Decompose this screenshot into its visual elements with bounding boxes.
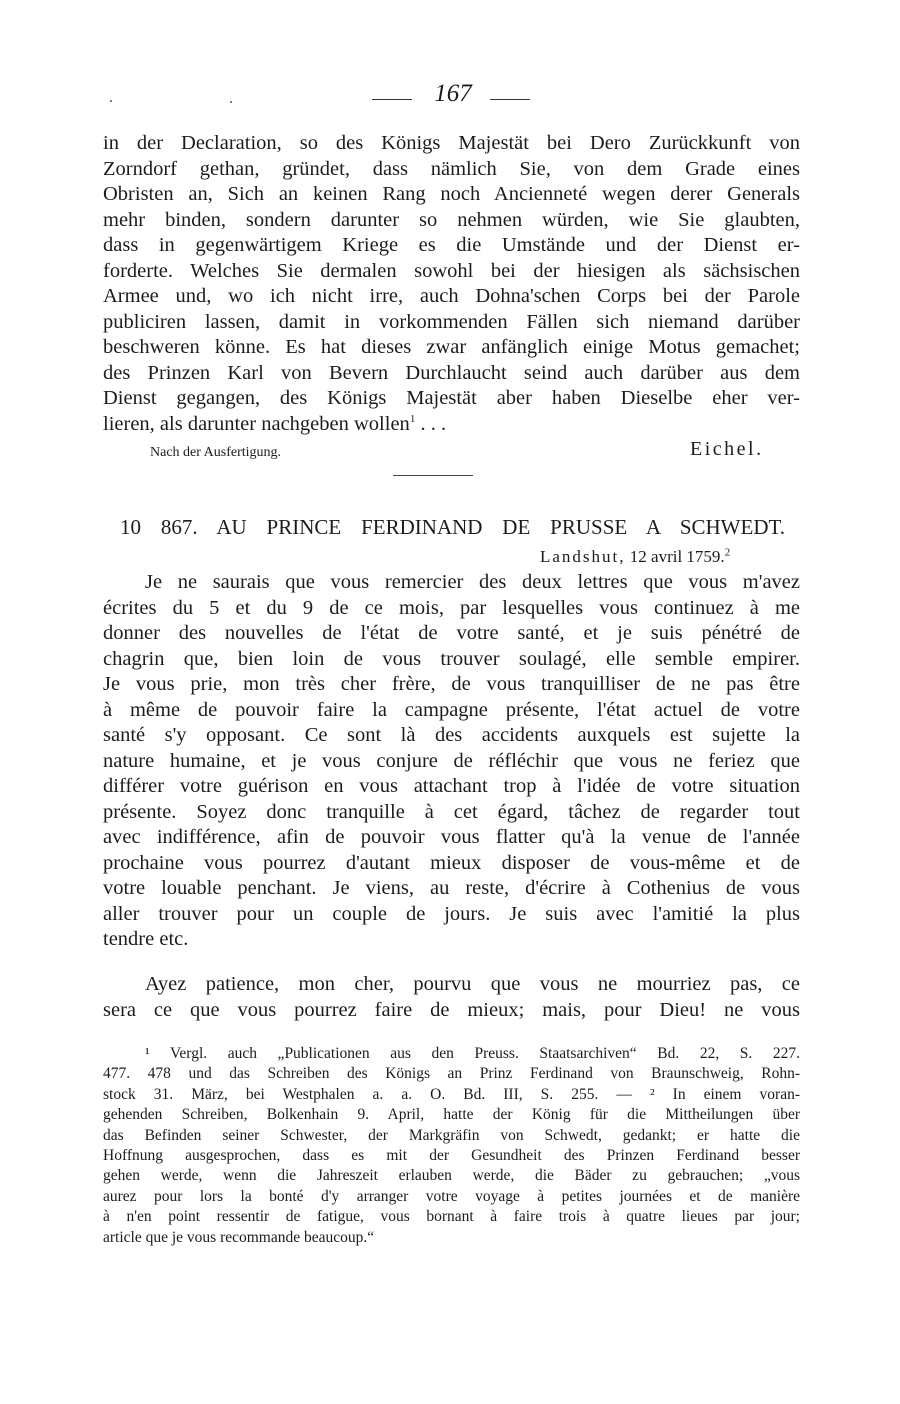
text-line: mehr binden, sondern darunter so nehmen würden, wie Sie glaubten, — [103, 208, 800, 231]
letter-dateline — [540, 546, 730, 568]
text-line: nature humaine, et je vous conjure de réfléchir que vous ne feriez que — [103, 749, 800, 772]
text-line: aller trouver pour un couple de jours. Je suis avec l'amitié la plus — [103, 902, 800, 925]
text-line: Ayez patience, mon cher, pourvu que vous ne mourriez pas, ce — [145, 973, 800, 995]
footnote-ref: 1 — [409, 412, 416, 425]
text-line: prochaine vous pourrez d'autant mieux disposer de vous-même et de — [103, 851, 800, 874]
header-rule-left — [372, 99, 412, 100]
text-line: beschweren könne. Es hat dieses zwar anfänglich einige Motus gemachet; — [103, 336, 800, 358]
footnote-line: 477. 478 und das Schreiben des Königs an Prinz Ferdinand von Braunschweig, Rohn- — [103, 1065, 800, 1083]
scan-speck — [230, 101, 232, 103]
text-line-last — [103, 412, 800, 438]
footnote-line: à n'en point ressentir de fatigue, vous bornant à faire trois à quatre lieues par jour; — [103, 1208, 800, 1226]
source-note: Nach der Ausfertigung. — [150, 445, 282, 460]
footnote-line: aurez pour lors la bonté d'y arranger votre voyage à petites journées et de manière — [103, 1187, 800, 1205]
paragraph-continued — [103, 131, 800, 437]
text-line-text: lieren, als darunter nachgeben wollen — [103, 412, 410, 435]
header-rule-right — [490, 99, 530, 100]
text-line: écrites du 5 et du 9 de ce mois, par lesquelles vous continuez à me — [103, 596, 800, 619]
footnote-line: gehen werde, wenn die Jahreszeit erlauben werde, die Bäder zu gebrauchen; „vous — [103, 1167, 800, 1185]
text-line: publiciren lassen, damit in vorkommenden Fällen sich niemand darüber — [103, 310, 800, 333]
text-line: chagrin que, bien loin de vous trouver soulagé, elle semble empirer. — [103, 647, 800, 670]
page-header — [0, 80, 900, 116]
ellipsis: . . . — [415, 412, 447, 435]
text-line: Je vous prie, mon très cher frère, de vous tranquilliser de ne pas être — [103, 673, 800, 695]
section-divider — [393, 475, 473, 476]
scan-speck — [110, 100, 112, 102]
footnote-ref: 2 — [724, 546, 731, 559]
footnote-line-last: article que je vous recommande beaucoup.“ — [103, 1228, 375, 1246]
text-line: des Prinzen Karl von Bevern Durchlaucht seind auch darüber aus dem — [103, 361, 800, 384]
text-line-last: tendre etc. — [103, 928, 189, 950]
postscript — [103, 972, 800, 1023]
page-number: 167 — [434, 80, 472, 107]
text-line: sera ce que vous pourrez faire de mieux; mais, pour Dieu! ne vous — [103, 998, 800, 1021]
text-line: in der Declaration, so des Königs Majestät bei Dero Zurückkunft von — [103, 132, 800, 154]
footnote-line: gehenden Schreiben, Bolkenhain 9. April, hatte der König für die Mittheilungen über — [103, 1106, 800, 1124]
text-line: dass in gegenwärtigem Kriege es die Umstände und der Dienst er- — [103, 234, 800, 256]
text-line: avec indifférence, afin de pouvoir vous flatter qu'à la venue de l'année — [103, 826, 800, 848]
text-line: santé s'y opposant. Ce sont là des accidents auxquels est sujette la — [103, 724, 800, 746]
signature: Eichel. — [690, 438, 764, 460]
footnotes — [103, 1044, 800, 1248]
footnote-line: stock 31. März, bei Westphalen a. a. O. Bd. III, S. 255. — ² In einem voran- — [103, 1085, 800, 1103]
text-line: Zorndorf gethan, gründet, dass nämlich Sie, von dem Grade eines — [103, 157, 800, 180]
dateline-date: 12 avril 1759. — [625, 547, 725, 566]
text-line: votre louable penchant. Je viens, au reste, d'écrire à Cothenius de vous — [103, 877, 800, 899]
text-line: Obristen an, Sich an keinen Rang noch Ancienneté wegen derer Generals — [103, 183, 800, 205]
letter-body — [103, 570, 800, 953]
text-line: Je ne saurais que vous remercier des deux lettres que vous m'avez — [145, 571, 800, 593]
text-line: présente. Soyez donc tranquille à cet égard, tâchez de regarder tout — [103, 800, 800, 823]
letter-heading: 10 867. AU PRINCE FERDINAND DE PRUSSE A SCHWEDT. — [120, 515, 785, 539]
text-line: donner des nouvelles de l'état de votre santé, et je suis pénétré de — [103, 622, 800, 644]
text-line: différer votre guérison en vous attachant trop à l'idée de votre situation — [103, 775, 800, 797]
text-line: forderte. Welches Sie dermalen sowohl bei der hiesigen als sächsischen — [103, 259, 800, 282]
footnote-line: ¹ Vergl. auch „Publicationen aus den Preuss. Staatsarchiven“ Bd. 22, S. 227. — [145, 1045, 800, 1062]
text-line: Dienst gegangen, des Königs Majestät aber haben Dieselbe eher ver- — [103, 387, 800, 409]
text-line: à même de pouvoir faire la campagne présente, l'état actuel de votre — [103, 698, 800, 721]
footnote-line: Hoffnung ausgesprochen, dass es mit der Gesundheit des Prinzen Ferdinand besser — [103, 1146, 800, 1164]
dateline-place: Landshut, — [540, 547, 626, 566]
text-line: Armee und, wo ich nicht irre, auch Dohna'schen Corps bei der Parole — [103, 285, 800, 307]
footnote-line: das Befinden seiner Schwester, der Markgräfin von Schwedt, gedankt; er hatte die — [103, 1126, 800, 1144]
